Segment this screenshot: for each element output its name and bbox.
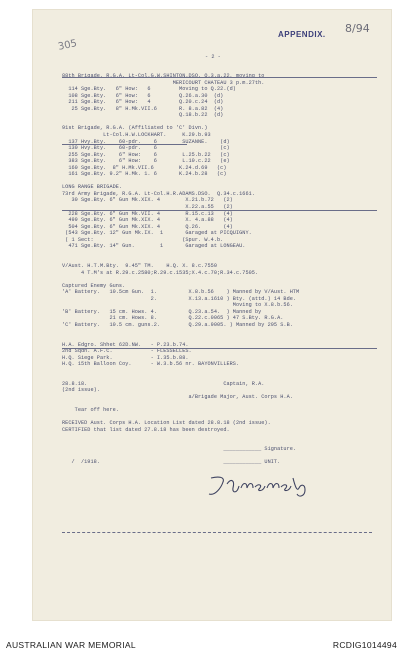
document-line: 'A' Battery. 10.5cm Gun. 1. X.8.b.56 ) Manned by V/Aust. HTM xyxy=(62,289,300,296)
rule-under-long-range xyxy=(62,210,377,211)
document-line: (543 Sge.Bty. 12" Gun Mk.IX. 1 Garaged at PICQUIGNY. xyxy=(62,230,252,237)
document-line: 91st Brigade, R.G.A. (Affiliated to 'C' Divn.) xyxy=(62,125,208,132)
footer-archive-name: AUSTRALIAN WAR MEMORIAL xyxy=(6,640,136,650)
document-line: 88th Brigade, R.G.A. Lt-Col.G.W.SHINTON.DSO. Q.3.a.22, moving to xyxy=(62,73,265,79)
document-line: 130 Hvy.Bty. 60-pdr. 6 (c) xyxy=(62,145,230,152)
document-line: H.Q. 15th Balloon Coy. - W.3.b.56 nr. BAYONVILLERS. xyxy=(62,361,240,368)
handwritten-signature xyxy=(205,474,315,505)
document-line: LONG RANGE BRIGADE. xyxy=(62,184,123,191)
page-marker: - 2 - xyxy=(205,54,221,60)
rule-under-captured xyxy=(62,348,377,349)
footer-record-id: RCDIG1014494 xyxy=(332,640,397,650)
document-line: / /1918. ____________ UNIT. xyxy=(62,459,281,466)
document-line: 2. X.13.a.1610 ) Bty. (attd.) 14 Bde. xyxy=(62,295,297,302)
document-line: CERTIFIED that list dated 27.8.18 has been destroyed. xyxy=(62,426,230,433)
document-line: Tear off here. xyxy=(62,407,119,414)
document-line: 114 Sge.Bty. 6" How: 6 Moving to Q.22.(d) xyxy=(62,86,236,93)
document-line: 25 Sge.Bty. 8" H.Mk.VII.6 R. 8.a.82 (4) xyxy=(62,105,224,112)
document-line: 211 Sge.Bty. 6" How: 4 Q.20.c.24 (d) xyxy=(62,99,224,106)
document-line: 28.8.18. Captain, R.A. xyxy=(62,380,265,387)
document-line: Moving to X.8.b.56. xyxy=(62,302,293,309)
document-line: 471 Sge.Bty. 14" Gun. 1 Garaged at LONGEAU. xyxy=(62,243,246,250)
document-line: Q.18.b.22 (d) xyxy=(62,112,224,119)
pencil-page-number: 8/94 xyxy=(345,22,370,35)
document-line: 'B' Battery. 15 cm. Hows. 4. Q.23.a.54. ) Manned by xyxy=(62,308,262,315)
document-line: 161 Sge.Bty. 9.2" H.Mk. 1. 6 K.24.b.28 (c) xyxy=(62,171,227,178)
document-line: ____________ Signature. xyxy=(62,446,297,453)
document-line: 504 Sge.Bty. 6" Gun Mk.XIX. 4 Q.26. (4) xyxy=(62,223,233,230)
document-line: V/Aust. H.T.M.Bty. 9.45" TM. H.Q. X. 8.c.7550 xyxy=(62,262,217,269)
appendix-stamp: APPENDIX. xyxy=(278,30,326,39)
document-line: ( 1 Sect: (Spur. W.4.b. xyxy=(62,236,224,243)
document-line: H.A. Edgro. Shhet 62D.NW. - P.23.b.74. xyxy=(62,341,189,348)
document-line: 4 T.M's at R.29.c.2580;R.29.c.1535;X.4.c.70;R.34.c.7505. xyxy=(62,269,259,276)
document-line: 2nd Sqdn. A.F.C. - FLESSELLES. xyxy=(62,348,192,355)
document-line: (2nd issue). xyxy=(62,387,100,394)
document-line: 108 Sge.Bty. 6" How: 6 Q.26.a.30 (d) xyxy=(62,92,224,99)
document-line: a/Brigade Major, Aust. Corps H.A. xyxy=(62,393,293,400)
document-line: X.22.a.55 (2) xyxy=(62,204,233,210)
document-line: 499 Sge.Bty. 6" Gun Mk.XIX. 4 X. 4.a.88 (4) xyxy=(62,217,233,224)
document-line: 21 cm. Hows. 8. Q.22.c.0065 ) 47 S.Bty. R.G.A. xyxy=(62,315,284,322)
document-line: 73rd Army Brigade, R.G.A. Lt-Col.H.R.ADAMS.DSO. Q.34.c.1661. xyxy=(62,190,255,197)
document-line: 383 Sge.Bty. 6" How: 6 L.10.c.22 (e) xyxy=(62,158,230,165)
tear-off-line xyxy=(62,532,372,533)
document-line: H.Q. Siege Park. - I.35.b.88. xyxy=(62,354,189,361)
document-line: 'C' Battery. 10.5 cm. guns.2. Q.29.a.9005. ) Manned by 295 S.B. xyxy=(62,321,293,328)
document-line: 160 Sge.Bty. 8" H.Mk.VII.6 K.24.d.69 (c) xyxy=(62,164,227,171)
document-line: 30 Sge.Bty. 6" Gun Mk.XIX. 4 X.21.b.72 (2) xyxy=(62,197,233,204)
rule-under-88th xyxy=(62,77,377,78)
document-line: RECEIVED Aust. Corps H.A. Location List dated 28.8.18 (2nd issue). xyxy=(62,420,271,427)
pencil-reference-number: 305 xyxy=(57,38,79,53)
document-line: 255 Sge.Bty. 6" How: 6 L.25.b.22 (c) xyxy=(62,151,230,158)
rule-under-91st xyxy=(62,144,187,145)
archive-footer xyxy=(0,628,405,654)
document-line: MERICOURT CHATEAU 3 p.m.27th. xyxy=(62,79,265,86)
document-line: Lt-Col.H.W.LOCKHART. K.29.b.93 xyxy=(62,131,211,138)
document-line: 137 Hvy.Bty. 60-pdr. 6 SUZANNE. (d) xyxy=(62,138,230,145)
document-line: Captured Enemy Guns. xyxy=(62,282,126,289)
document-line: 228 Sge.Bty. 6" Gun Mk.VII. 4 R.15.c.13 (4) xyxy=(62,210,233,217)
